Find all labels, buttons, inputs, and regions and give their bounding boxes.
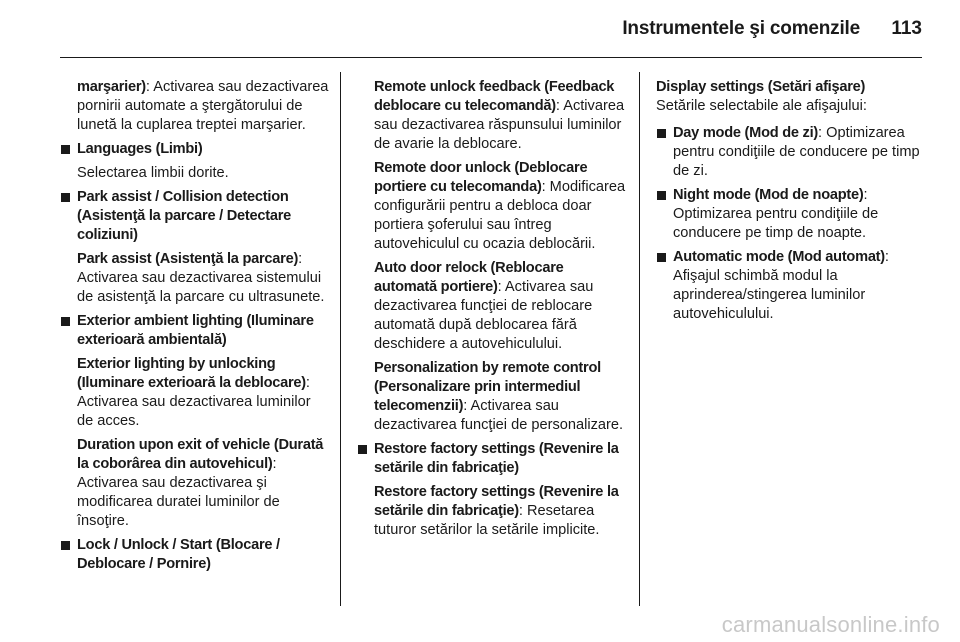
section-intro: Setările selectabile ale afişajului: — [656, 98, 867, 114]
continued-description: : Activarea sau dezactivarea pornirii automate a ştergătorului de lunetă la cuplarea treptei marşarier. — [77, 79, 329, 133]
list-item-languages — [60, 140, 330, 183]
bullet-square-icon — [657, 129, 666, 138]
list-item-subentry — [77, 436, 330, 531]
watermark: carmanualsonline.info — [721, 612, 940, 637]
list-item-park-assist — [60, 188, 330, 307]
list-item-term: Day mode (Mod de zi) — [673, 125, 818, 141]
paragraph-description: : Modificarea configurării pentru a debloca doar portiera şoferului sau întreg autovehiculul cu ocazia deblocării. — [374, 179, 626, 252]
list-item-restore-factory — [357, 440, 629, 540]
paragraph-term: Remote unlock feedback (Feedback deblocare cu telecomandă) — [374, 79, 615, 114]
column-divider-2 — [639, 72, 640, 606]
subentry-term: Park assist (Asistenţă la parcare) — [77, 251, 299, 267]
column-2 — [357, 78, 629, 545]
list-item-description: : Afişajul schimbă modul la aprinderea/stingerea luminilor autovehiculului. — [673, 249, 889, 322]
paragraph-description: : Activarea sau dezactivarea funcţiei de personalizare. — [374, 398, 624, 433]
list-item-title: Park assist / Collision detection (Asistenţă la parcare / Detectare coliziuni) — [77, 189, 292, 243]
list-item-subentry — [77, 250, 330, 307]
bullet-square-icon — [61, 145, 70, 154]
paragraph-remote-door-unlock — [357, 159, 629, 254]
list-item-subentry — [77, 355, 330, 431]
subentry-description: : Activarea sau dezactivarea luminilor de acces. — [77, 375, 311, 429]
subentry-term: Restore factory settings (Revenire la setările din fabricaţie) — [374, 484, 619, 519]
list-item-title: Exterior ambient lighting (Iluminare exterioară ambientală) — [77, 313, 314, 348]
list-item-automatic-mode — [656, 248, 928, 324]
paragraph-description: : Activarea sau dezactivarea funcţiei de reblocare automată după deblocarea fără deschidere a autovehiculului. — [374, 279, 594, 352]
paragraph-description: : Activarea sau dezactivarea răspunsului luminilor de avarie la deblocare. — [374, 98, 625, 152]
column-divider-1 — [340, 72, 341, 606]
header-divider — [60, 57, 922, 58]
list-item-description: : Optimizarea pentru condiţiile de conducere pe timp de zi. — [673, 125, 920, 179]
column-3 — [656, 78, 928, 329]
list-item-day-mode — [656, 124, 928, 181]
bullet-square-icon — [657, 191, 666, 200]
section-heading-display-settings: Display settings (Setări afişare) — [656, 79, 866, 95]
list-item-title: Restore factory settings (Revenire la setările din fabricaţie) — [374, 441, 619, 476]
bullet-square-icon — [657, 253, 666, 262]
continued-term: marşarier) — [77, 79, 146, 95]
list-item-exterior-lighting — [60, 312, 330, 531]
list-item-title: Lock / Unlock / Start (Blocare / Deblocare / Pornire) — [77, 537, 280, 572]
list-item-subentry — [374, 483, 629, 540]
paragraph-term: Auto door relock (Reblocare automată portiere) — [374, 260, 564, 295]
list-item-night-mode — [656, 186, 928, 243]
bullet-square-icon — [61, 541, 70, 550]
subentry-term: Exterior lighting by unlocking (Iluminare exterioară la deblocare) — [77, 356, 306, 391]
paragraph-personalization — [357, 359, 629, 435]
bullet-square-icon — [358, 445, 367, 454]
subentry-term: Duration upon exit of vehicle (Durată la coborârea din autovehicul) — [77, 437, 324, 472]
subentry-description: : Resetarea tuturor setărilor la setările implicite. — [374, 503, 600, 538]
paragraph-term: Remote door unlock (Deblocare portiere cu telecomanda) — [374, 160, 588, 195]
bullet-square-icon — [61, 317, 70, 326]
paragraph-term: Personalization by remote control (Personalizare prin intermediul telecomenzii) — [374, 360, 601, 414]
list-item-term: Night mode (Mod de noapte) — [673, 187, 864, 203]
column-1 — [60, 78, 330, 579]
list-item-title: Languages (Limbi) — [77, 141, 203, 157]
page-number: 113 — [891, 18, 922, 39]
paragraph-auto-door-relock — [357, 259, 629, 354]
bullet-square-icon — [61, 193, 70, 202]
running-header-title: Instrumentele şi comenzile — [622, 18, 860, 39]
list-item-lock-unlock — [60, 536, 330, 574]
list-item-text: Selectarea limbii dorite. — [77, 165, 229, 181]
subentry-description: : Activarea sau dezactivarea şi modificarea duratei luminilor de însoţire. — [77, 456, 280, 529]
subentry-description: : Activarea sau dezactivarea sistemului de asistenţă la parcare cu ultrasunete. — [77, 251, 325, 305]
list-item-description: : Optimizarea pentru condiţiile de conducere pe timp de noapte. — [673, 187, 879, 241]
list-item-term: Automatic mode (Mod automat) — [673, 249, 885, 265]
paragraph-remote-unlock-feedback — [357, 78, 629, 154]
continued-paragraph — [60, 78, 330, 135]
